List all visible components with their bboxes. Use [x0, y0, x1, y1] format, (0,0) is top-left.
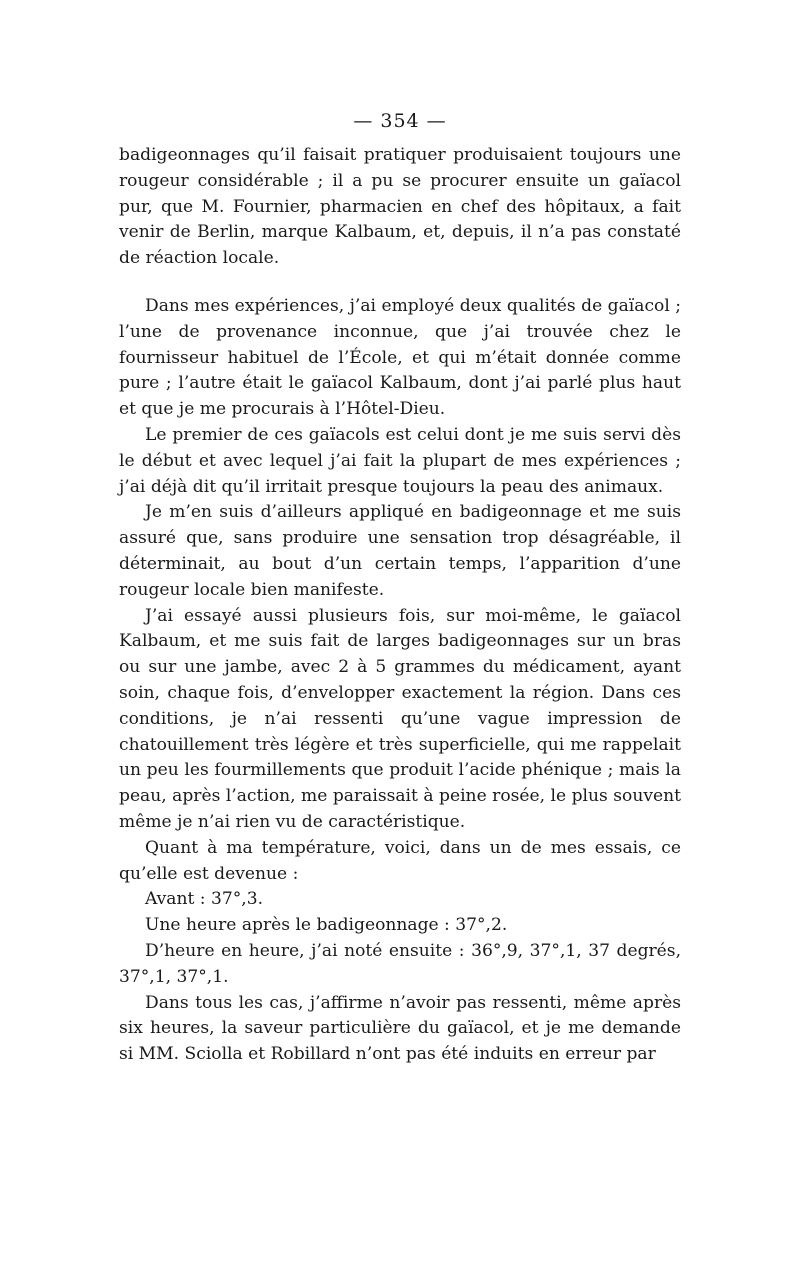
- temperature-hourly-readings: D’heure en heure, j’ai noté ensuite : 36°,9, 37°,1, 37 degrés, 37°,1, 37°,1.: [119, 940, 681, 987]
- paragraph-conclusion: Dans tous les cas, j’affirme n’avoir pas ressenti, même après six heures, la saveur particulière du gaïacol, et je me demande si MM. Sciolla et Robillard n’ont pas été induits en erreur par: [119, 992, 681, 1065]
- paragraph-self-application: Je m’en suis d’ailleurs appliqué en badigeonnage et me suis assuré que, sans produire une sensation trop désagréable, il déterminait, au bout d’un certain temps, l’apparition d’une rougeur locale bien manifeste.: [119, 502, 681, 600]
- temperature-before: Avant : 37°,3.: [145, 889, 264, 910]
- paragraph-kalbaum-trials: J’ai essayé aussi plusieurs fois, sur moi-même, le gaïacol Kalbaum, et me suis fait de larges badigeonnages sur un bras ou sur une jambe, avec 2 à 5 grammes du médicament, ayant soin, chaque fois, d’envelopper exactement la région. Dans ces conditions, je n’ai ressenti qu’une vague impression de chatouillement très légère et très superficielle, qui me rappelait un peu les fourmillements que produit l’acide phénique ; mais la peau, après l’action, me paraissait à peine rosée, le plus souvent même je n’ai rien vu de caractéristique.: [119, 605, 681, 832]
- paragraph-continuation: badigeonnages qu’il faisait pratiquer produisaient toujours une rougeur considérable ; il a pu se procurer ensuite un gaïacol pur, que M. Fournier, pharmacien en chef des hôpitaux, a fait venir de Berlin, marque Kalbaum, et, depuis, il n’a pas constaté de réaction locale.: [119, 145, 681, 269]
- paragraph-first-gaiacol: Le premier de ces gaïacols est celui dont je me suis servi dès le début et avec lequel j’ai fait la plupart de mes expériences ; j’ai déjà dit qu’il irritait presque toujours la peau des animaux.: [119, 424, 681, 497]
- paragraph-experiences: Dans mes expériences, j’ai employé deux qualités de gaïacol ; l’une de provenance inconnue, que j’ai trouvée chez le fournisseur habituel de l’École, et qui m’était donnée comme pure ; l’autre était le gaïacol Kalbaum, dont j’ai parlé plus haut et que je me procurais à l’Hôtel-Dieu.: [119, 295, 681, 420]
- temperature-after-one-hour: Une heure après le badigeonnage : 37°,2.: [145, 915, 508, 936]
- page-number: — 354 —: [353, 110, 447, 132]
- paragraph-temperature-intro: Quant à ma température, voici, dans un de mes essais, ce qu’elle est devenue :: [119, 837, 681, 884]
- body-text: [119, 143, 681, 1068]
